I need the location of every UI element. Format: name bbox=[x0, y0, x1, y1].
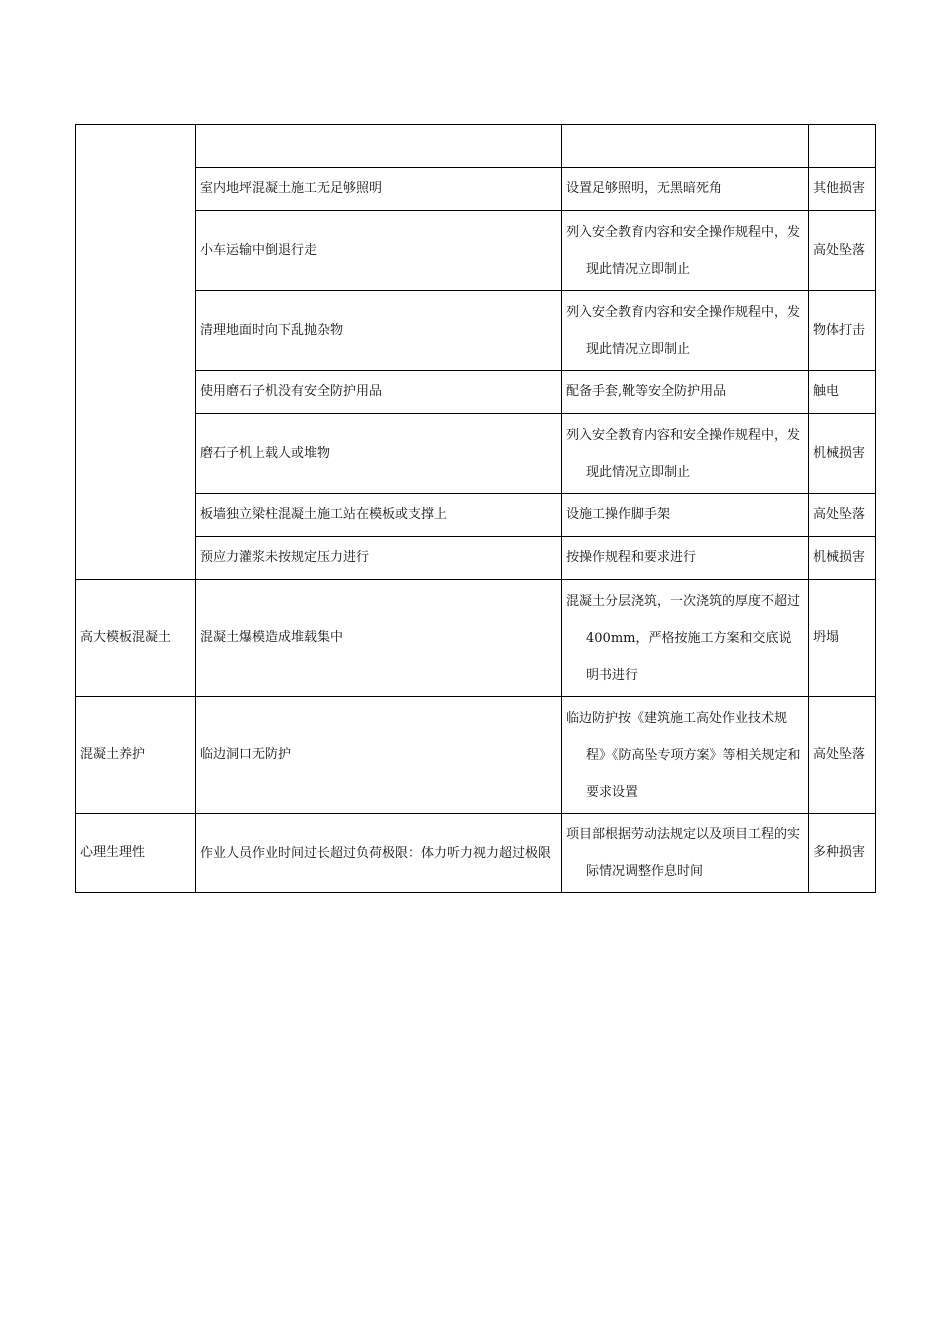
accident-cell: 高处坠落 bbox=[809, 494, 876, 537]
accident-cell: 物体打击 bbox=[809, 291, 876, 371]
table-row bbox=[76, 291, 876, 371]
measure-cell: 按操作规程和要求进行 bbox=[562, 537, 809, 580]
hazard-cell bbox=[196, 125, 562, 168]
accident-cell: 多种损害 bbox=[809, 814, 876, 893]
hazard-cell bbox=[196, 814, 562, 893]
hazard-cell: 使用磨石子机没有安全防护用品 bbox=[196, 371, 562, 414]
measure-cell bbox=[562, 125, 809, 168]
table-row bbox=[76, 371, 876, 414]
hazard-cell: 预应力灌浆未按规定压力进行 bbox=[196, 537, 562, 580]
table-row bbox=[76, 580, 876, 697]
table-row bbox=[76, 125, 876, 168]
measure-cell bbox=[562, 814, 809, 893]
accident-cell bbox=[809, 125, 876, 168]
accident-cell: 高处坠落 bbox=[809, 697, 876, 814]
measure-cell: 设置足够照明，无黑暗死角 bbox=[562, 168, 809, 211]
hazard-cell: 磨石子机上载人或堆物 bbox=[196, 414, 562, 494]
hazard-cell: 清理地面时向下乱抛杂物 bbox=[196, 291, 562, 371]
hazard-cell: 小车运输中倒退行走 bbox=[196, 211, 562, 291]
hazard-cell: 临边洞口无防护 bbox=[196, 697, 562, 814]
measure-cell bbox=[562, 414, 809, 494]
accident-cell: 高处坠落 bbox=[809, 211, 876, 291]
hazard-cell: 混凝土爆模造成堆载集中 bbox=[196, 580, 562, 697]
category-cell: 心理生理性 bbox=[76, 814, 196, 893]
table-row bbox=[76, 814, 876, 893]
measure-cell bbox=[562, 211, 809, 291]
table-row bbox=[76, 168, 876, 211]
measure-text: 临边防护按《建筑施工高处作业技术规程》《防高坠专项方案》等相关规定和要求设置 bbox=[566, 710, 801, 800]
category-cell: 高大模板混凝土 bbox=[76, 580, 196, 697]
measure-text: 项目部根据劳动法规定以及项目工程的实际情况调整作息时间 bbox=[566, 827, 801, 879]
table-row bbox=[76, 414, 876, 494]
table-row bbox=[76, 494, 876, 537]
measure-cell bbox=[562, 291, 809, 371]
measure-cell: 配备手套,靴等安全防护用品 bbox=[562, 371, 809, 414]
measure-text: 混凝土分层浇筑，一次浇筑的厚度不超过400mm，严格按施工方案和交底说明书进行 bbox=[566, 593, 801, 683]
hazard-table bbox=[75, 124, 876, 893]
accident-cell: 坍塌 bbox=[809, 580, 876, 697]
measure-cell: 设施工操作脚手架 bbox=[562, 494, 809, 537]
measure-cell bbox=[562, 697, 809, 814]
table-row bbox=[76, 537, 876, 580]
measure-text: 列入安全教育内容和安全操作规程中，发现此情况立即制止 bbox=[566, 224, 801, 277]
hazard-cell: 室内地坪混凝土施工无足够照明 bbox=[196, 168, 562, 211]
hazard-cell: 板墙独立梁柱混凝土施工站在模板或支撑上 bbox=[196, 494, 562, 537]
accident-cell: 其他损害 bbox=[809, 168, 876, 211]
table-row bbox=[76, 211, 876, 291]
measure-cell bbox=[562, 580, 809, 697]
measure-text: 列入安全教育内容和安全操作规程中，发现此情况立即制止 bbox=[566, 427, 801, 480]
category-cell: 混凝土养护 bbox=[76, 697, 196, 814]
accident-cell: 触电 bbox=[809, 371, 876, 414]
table-row bbox=[76, 697, 876, 814]
category-cell bbox=[76, 125, 196, 580]
measure-text: 列入安全教育内容和安全操作规程中，发现此情况立即制止 bbox=[566, 304, 801, 357]
accident-cell: 机械损害 bbox=[809, 414, 876, 494]
hazard-text: 作业人员作业时间过长超过负荷极限：体力听力视力超过极限 bbox=[200, 845, 552, 861]
accident-cell: 机械损害 bbox=[809, 537, 876, 580]
